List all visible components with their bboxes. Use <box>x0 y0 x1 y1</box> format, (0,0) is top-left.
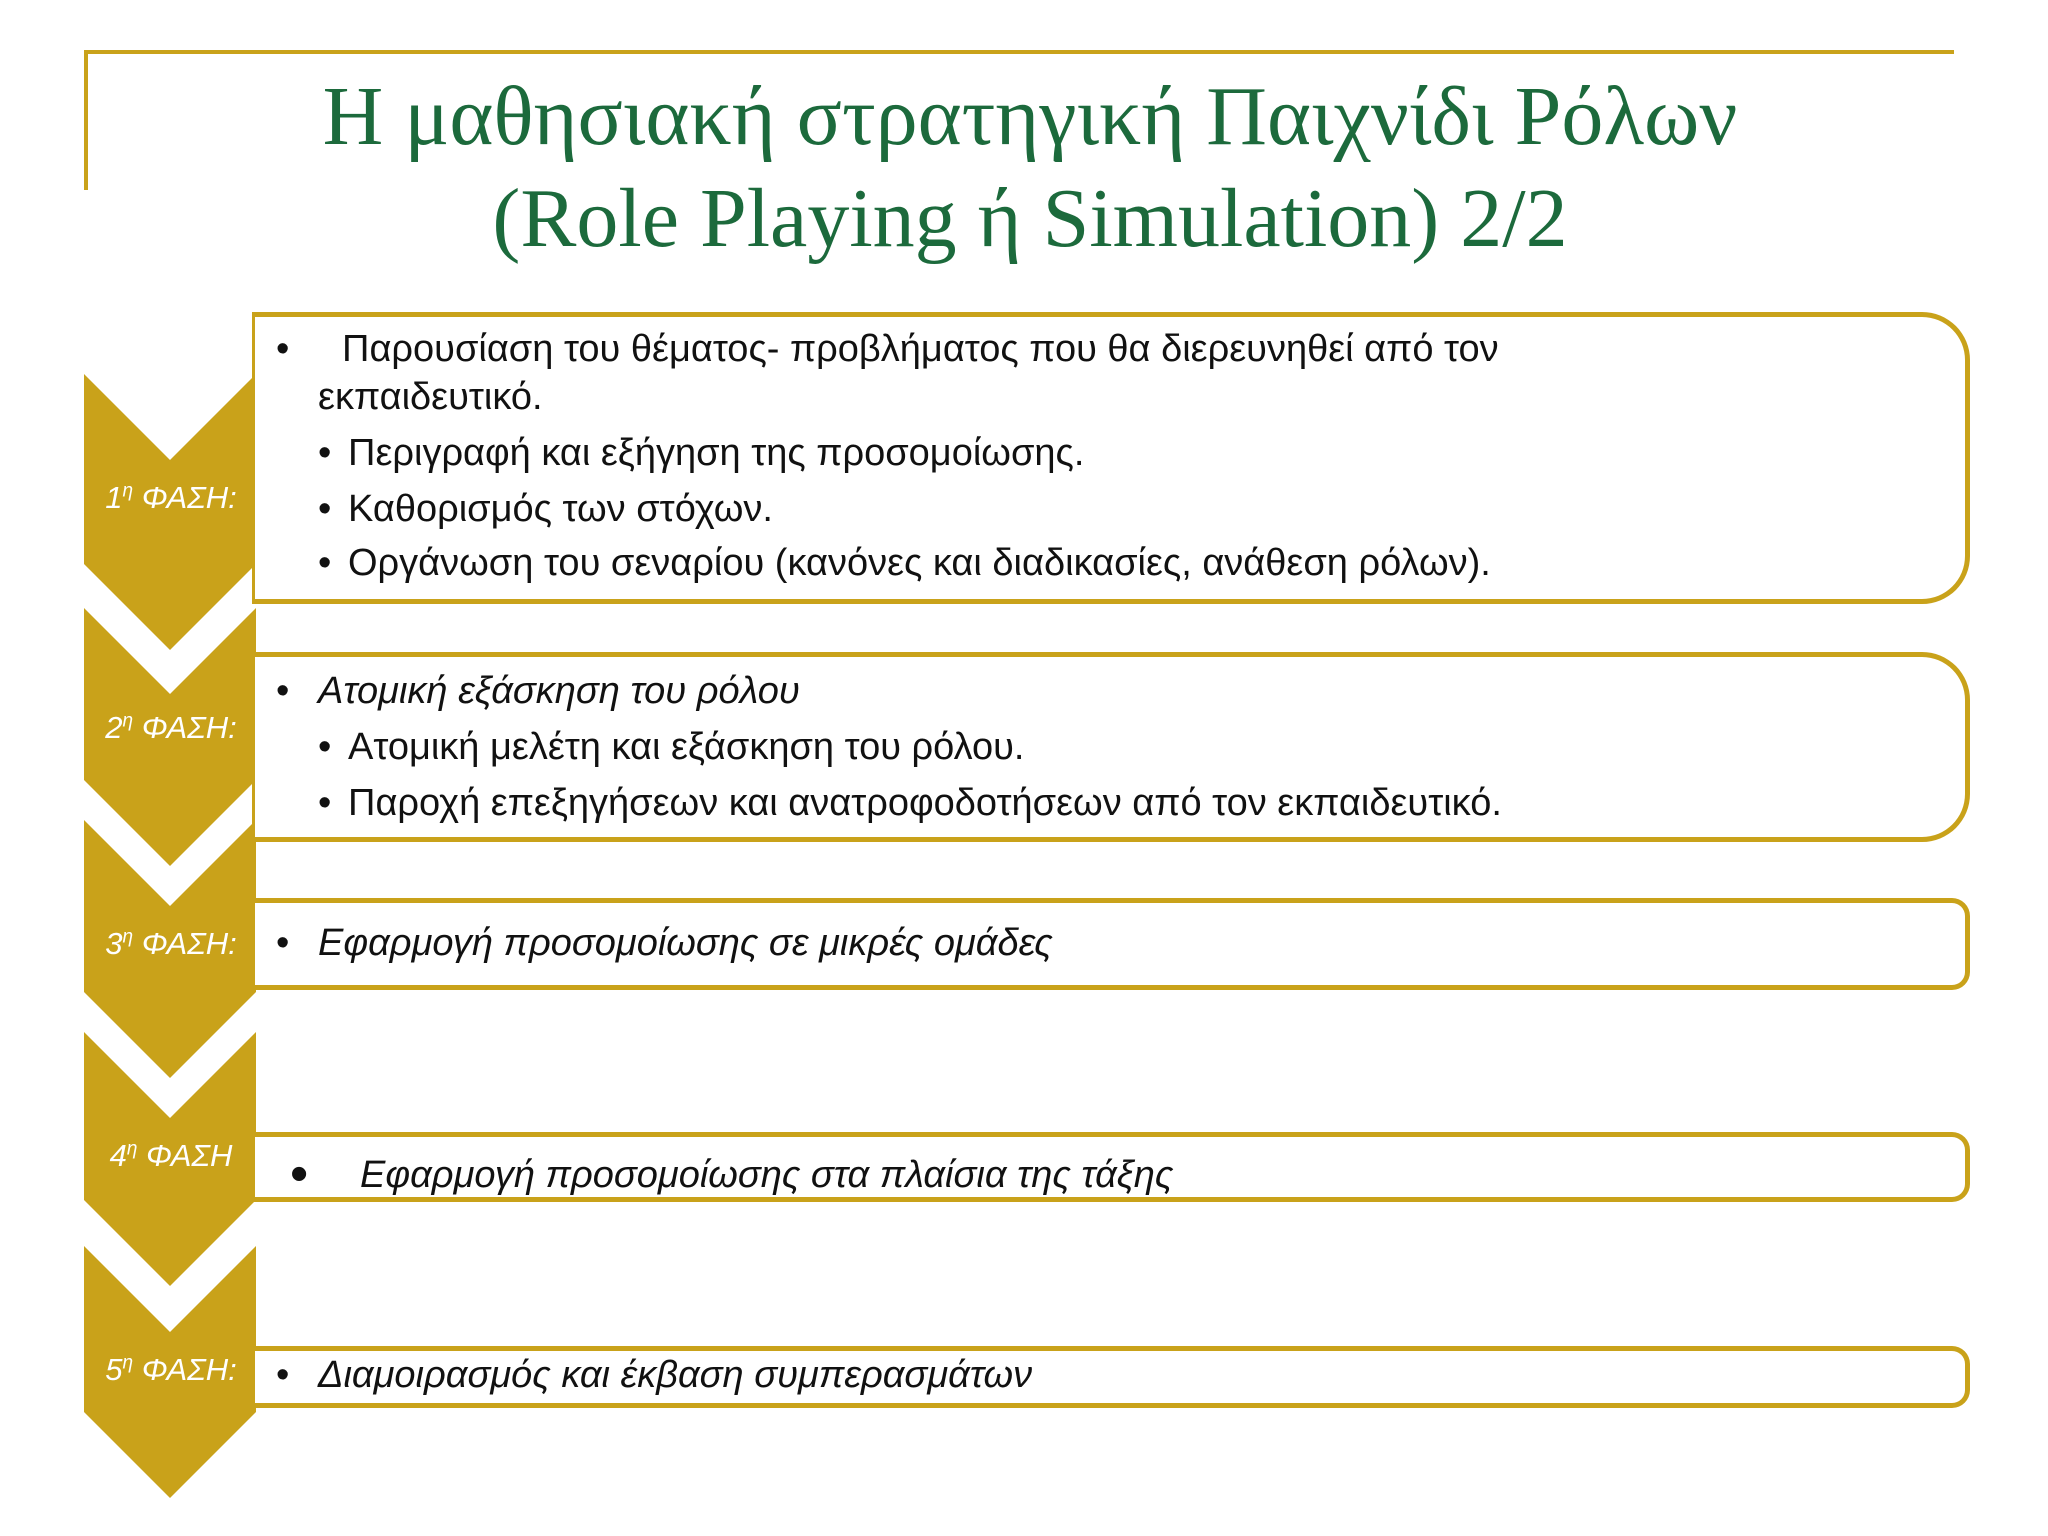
bullet: • <box>318 542 332 584</box>
bullet: • <box>318 488 332 530</box>
phase-3-item-1: • Εφαρμογή προσομοίωσης σε μικρές ομάδες <box>276 922 1053 964</box>
phase-1-item-1-cont: εκπαιδευτικό. <box>318 376 543 418</box>
bullet: • <box>276 922 290 964</box>
phase-1-item-4: • Οργάνωση του σεναρίου (κανόνες και διαδικασίες, ανάθεση ρόλων). <box>318 542 1491 584</box>
phase-2-item-2: • Ατομική μελέτη και εξάσκηση του ρόλου. <box>318 726 1025 768</box>
phase-2-item-3: • Παροχή επεξηγήσεων και ανατροφοδοτήσεων από τον εκπαιδευτικό. <box>318 782 1502 824</box>
phase-2-item-1: • Ατομική εξάσκηση του ρόλου <box>276 670 800 712</box>
phase-1-item-3: • Καθορισμός των στόχων. <box>318 488 773 530</box>
title-line-2: (Role Playing ή Simulation) 2/2 <box>492 172 1568 265</box>
phase-4-item-1: • Εφαρμογή προσομοίωσης στα πλαίσια της τάξης <box>290 1145 1174 1203</box>
phase-5-label: $5^\eta$ ΦΑΣΗ: <box>105 1352 237 1387</box>
phase-3-label: $3^\eta$ ΦΑΣΗ: <box>105 926 237 961</box>
bullet: • <box>318 782 332 824</box>
bullet: • <box>318 726 332 768</box>
phase-1-label: $1^\eta$ ΦΑΣΗ: <box>105 480 237 515</box>
phase-1-item-1: • Παρουσίαση του θέματος- προβλήματος που θα διερευνηθεί από τον <box>276 328 1499 370</box>
bullet: • <box>276 670 290 712</box>
title-line-1: Η μαθησιακή στρατηγική Παιχνίδι Ρόλων <box>322 70 1738 163</box>
bullet: • <box>276 328 290 370</box>
bullet: • <box>318 432 332 474</box>
phase-4-label: $4^\eta$ ΦΑΣΗ <box>109 1138 233 1173</box>
bullet: • <box>276 1354 290 1396</box>
phase-5-item-1: • Διαμοιρασμός και έκβαση συμπερασμάτων <box>276 1354 1033 1396</box>
bullet: • <box>290 1145 309 1203</box>
phase-2-label: $2^\eta$ ΦΑΣΗ: <box>105 710 237 745</box>
phase-1-item-2: • Περιγραφή και εξήγηση της προσομοίωσης. <box>318 432 1085 474</box>
